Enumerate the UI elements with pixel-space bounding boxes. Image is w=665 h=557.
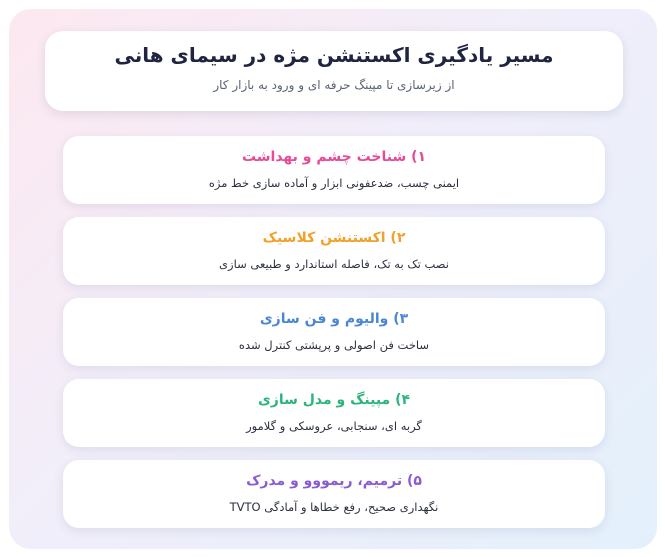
step-title: ۲) اکستنشن کلاسیک <box>262 230 406 246</box>
step-card-4 <box>63 379 605 447</box>
step-description: نگهداری صحیح، رفع خطاها و آمادگی TVTO <box>229 500 439 514</box>
header-card <box>45 31 623 111</box>
step-card-3 <box>63 298 605 366</box>
step-title: ۴) مپینگ و مدل سازی <box>257 392 411 408</box>
step-description: ساخت فن اصولی و پرپشتی کنترل شده <box>238 338 430 352</box>
page-subtitle: از زیرسازی تا مپینگ حرفه ای و ورود به بازار کار <box>213 78 455 92</box>
step-description: ایمنی چسب، ضدعفونی ابزار و آماده سازی خط مژه <box>208 176 460 190</box>
page-title: مسیر یادگیری اکستنشن مژه در سیمای هانی <box>114 43 554 67</box>
step-description: گربه ای، سنجابی، عروسکی و گلامور <box>246 419 422 433</box>
step-title: ۱) شناخت چشم و بهداشت <box>241 149 427 165</box>
step-card-2 <box>63 217 605 285</box>
step-card-5 <box>63 460 605 528</box>
step-card-1 <box>63 136 605 204</box>
step-title: ۳) والیوم و فن سازی <box>259 311 409 327</box>
step-description: نصب تک به تک، فاصله استاندارد و طبیعی سازی <box>219 257 449 271</box>
step-title: ۵) ترمیم، ریمووو و مدرک <box>246 473 422 489</box>
